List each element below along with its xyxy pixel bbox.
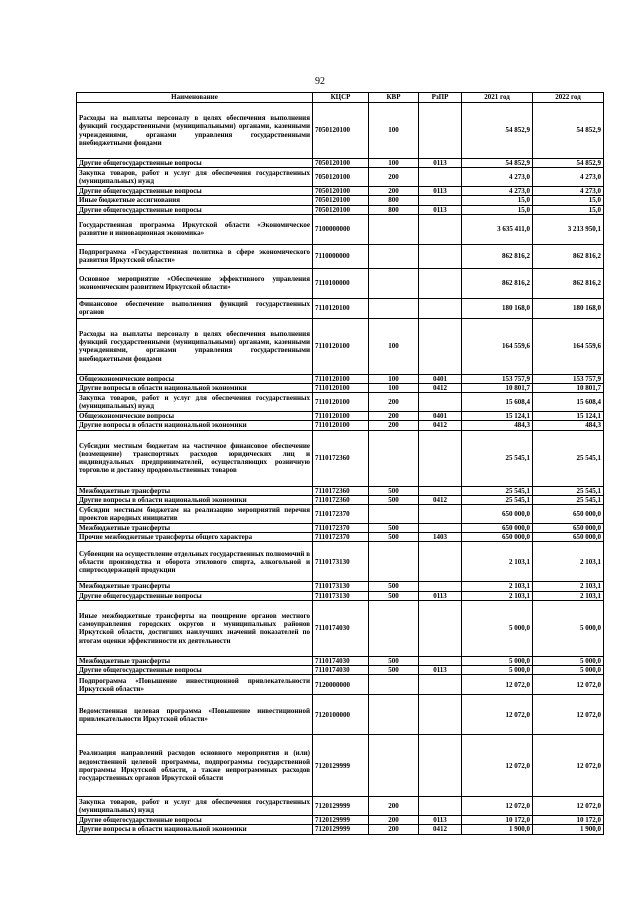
row-2021-cell: 1 900,0	[462, 825, 533, 834]
row-rzpr-cell	[419, 430, 462, 486]
row-kcsr-cell: 7110120100	[313, 421, 369, 430]
row-kvr-cell	[369, 244, 419, 268]
row-kcsr-cell: 7050120100	[313, 103, 369, 159]
budget-table	[76, 92, 604, 835]
row-2021-cell: 2 103,1	[462, 542, 533, 582]
row-2022-cell: 54 852,9	[533, 103, 604, 159]
row-2022-cell: 15,0	[533, 205, 604, 214]
row-name-cell: Межбюджетные трансферты	[77, 486, 313, 495]
table-row	[77, 168, 604, 187]
row-kvr-cell	[369, 735, 419, 797]
row-2022-cell: 15,0	[533, 196, 604, 205]
row-kcsr-cell: 7110172360	[313, 486, 369, 495]
row-kvr-cell: 100	[369, 159, 419, 168]
row-kcsr-cell: 7110000000	[313, 244, 369, 268]
row-kcsr-cell: 7050120100	[313, 187, 369, 196]
column-header-rzpr: РзПР	[419, 93, 462, 103]
row-2021-cell: 650 000,0	[462, 524, 533, 533]
row-2022-cell: 650 000,0	[533, 505, 604, 524]
row-kcsr-cell: 7050120100	[313, 205, 369, 214]
row-name-cell: Субсидии местным бюджетам на реализацию мероприятий перечня проектов народных инициатив	[77, 505, 313, 524]
row-2022-cell: 4 273,0	[533, 168, 604, 187]
row-2021-cell: 650 000,0	[462, 505, 533, 524]
row-rzpr-cell	[419, 675, 462, 695]
row-rzpr-cell	[419, 582, 462, 591]
row-kvr-cell: 500	[369, 495, 419, 504]
table-body	[77, 103, 604, 835]
row-2022-cell: 10 172,0	[533, 816, 604, 825]
row-rzpr-cell	[419, 797, 462, 816]
row-kvr-cell: 200	[369, 816, 419, 825]
row-kcsr-cell: 7110120100	[313, 412, 369, 421]
row-name-cell: Другие общегосударственные вопросы	[77, 816, 313, 825]
row-2021-cell: 54 852,9	[462, 159, 533, 168]
row-rzpr-cell	[419, 168, 462, 187]
table-row	[77, 318, 604, 374]
row-kvr-cell	[369, 675, 419, 695]
row-2021-cell: 15 124,1	[462, 412, 533, 421]
row-name-cell: Закупка товаров, работ и услуг для обеспечения государственных (муниципальных) нужд	[77, 797, 313, 816]
table-row	[77, 542, 604, 582]
row-kcsr-cell: 7110120100	[313, 318, 369, 374]
row-name-cell: Межбюджетные трансферты	[77, 656, 313, 665]
row-kcsr-cell: 7120129999	[313, 816, 369, 825]
column-header-2022: 2022 год	[533, 93, 604, 103]
row-kcsr-cell: 7110120100	[313, 374, 369, 383]
row-name-cell: Другие вопросы в области национальной экономики	[77, 384, 313, 393]
row-rzpr-cell	[419, 196, 462, 205]
row-2021-cell: 12 072,0	[462, 695, 533, 735]
row-kcsr-cell: 7110120100	[313, 384, 369, 393]
table-row	[77, 591, 604, 600]
row-rzpr-cell: 0113	[419, 187, 462, 196]
row-name-cell: Подпрограмма «Государственная политика в сфере экономического развития Иркутской области»	[77, 244, 313, 268]
row-kcsr-cell: 7120129999	[313, 797, 369, 816]
table-row	[77, 666, 604, 675]
row-rzpr-cell	[419, 505, 462, 524]
table-row	[77, 430, 604, 486]
row-kcsr-cell: 7100000000	[313, 214, 369, 244]
row-kcsr-cell: 7120100000	[313, 695, 369, 735]
table-row	[77, 600, 604, 656]
row-kcsr-cell: 7050120100	[313, 196, 369, 205]
table-row	[77, 244, 604, 268]
row-name-cell: Закупка товаров, работ и услуг для обеспечения государственных (муниципальных) нужд	[77, 393, 313, 412]
row-kcsr-cell: 7110174030	[313, 600, 369, 656]
row-2022-cell: 650 000,0	[533, 524, 604, 533]
row-kvr-cell: 100	[369, 318, 419, 374]
row-name-cell: Финансовое обеспечение выполнения функций государственных органов	[77, 298, 313, 318]
row-kvr-cell: 100	[369, 103, 419, 159]
row-rzpr-cell: 0412	[419, 825, 462, 834]
row-2021-cell: 12 072,0	[462, 735, 533, 797]
row-2021-cell: 15 608,4	[462, 393, 533, 412]
row-2022-cell: 153 757,9	[533, 374, 604, 383]
table-row	[77, 298, 604, 318]
row-rzpr-cell	[419, 486, 462, 495]
row-2021-cell: 5 000,0	[462, 666, 533, 675]
row-2021-cell: 25 545,1	[462, 486, 533, 495]
row-name-cell: Межбюджетные трансферты	[77, 524, 313, 533]
row-name-cell: Субсидии местным бюджетам на частичное финансовое обеспечение (возмещение) транспортных расходов юридических лиц и индивидуальных предпринимателей, осуществляющих розничную торговлю и доставку продовольственных товаров	[77, 430, 313, 486]
row-2021-cell: 10 801,7	[462, 384, 533, 393]
table-row	[77, 533, 604, 542]
row-rzpr-cell	[419, 735, 462, 797]
row-rzpr-cell: 0412	[419, 421, 462, 430]
table-row	[77, 582, 604, 591]
row-rzpr-cell: 0113	[419, 666, 462, 675]
row-kcsr-cell: 7110173130	[313, 591, 369, 600]
row-name-cell: Ведомственная целевая программа «Повышение инвестиционной привлекательности Иркутской области»	[77, 695, 313, 735]
row-2021-cell: 15,0	[462, 196, 533, 205]
row-kcsr-cell: 7110173130	[313, 542, 369, 582]
row-kvr-cell: 200	[369, 412, 419, 421]
row-name-cell: Подпрограмма «Повышение инвестиционной привлекательности Иркутской области»	[77, 675, 313, 695]
row-2021-cell: 10 172,0	[462, 816, 533, 825]
row-kvr-cell: 500	[369, 666, 419, 675]
row-kcsr-cell: 7120129999	[313, 825, 369, 834]
row-2021-cell: 54 852,9	[462, 103, 533, 159]
row-2021-cell: 4 273,0	[462, 168, 533, 187]
row-kvr-cell	[369, 600, 419, 656]
row-2022-cell: 180 168,0	[533, 298, 604, 318]
row-kcsr-cell: 7110173130	[313, 582, 369, 591]
row-2021-cell: 25 545,1	[462, 495, 533, 504]
row-rzpr-cell	[419, 524, 462, 533]
row-2021-cell: 3 635 411,0	[462, 214, 533, 244]
row-name-cell: Другие общегосударственные вопросы	[77, 666, 313, 675]
row-name-cell: Другие общегосударственные вопросы	[77, 205, 313, 214]
row-2021-cell: 4 273,0	[462, 187, 533, 196]
row-2021-cell: 153 757,9	[462, 374, 533, 383]
row-kcsr-cell: 7050120100	[313, 168, 369, 187]
row-2022-cell: 862 816,2	[533, 268, 604, 298]
row-kvr-cell: 500	[369, 591, 419, 600]
row-2022-cell: 2 103,1	[533, 542, 604, 582]
row-name-cell: Иные межбюджетные трансферты на поощрение органов местного самоуправления городских округов и муниципальных районов Иркутской области, достигших наилучших значений показателей по итогам оценки эффективности их деятельности	[77, 600, 313, 656]
row-2021-cell: 2 103,1	[462, 591, 533, 600]
row-2022-cell: 12 072,0	[533, 675, 604, 695]
table-row	[77, 103, 604, 159]
row-2022-cell: 5 000,0	[533, 656, 604, 665]
row-rzpr-cell	[419, 600, 462, 656]
row-2022-cell: 3 213 950,1	[533, 214, 604, 244]
row-rzpr-cell: 0401	[419, 412, 462, 421]
row-2021-cell: 650 000,0	[462, 533, 533, 542]
row-kcsr-cell: 7110172370	[313, 505, 369, 524]
row-2021-cell: 862 816,2	[462, 244, 533, 268]
row-name-cell: Прочие межбюджетные трансферты общего характера	[77, 533, 313, 542]
page-number: 92	[315, 76, 325, 87]
table-row	[77, 384, 604, 393]
row-2022-cell: 12 072,0	[533, 695, 604, 735]
row-kcsr-cell: 7110172360	[313, 495, 369, 504]
row-name-cell: Расходы на выплаты персоналу в целях обеспечения выполнения функций государственными (муниципальными) органами, казенными учреждениями, органами управления государственными внебюджетными фондами	[77, 103, 313, 159]
table-row	[77, 816, 604, 825]
row-2021-cell: 5 000,0	[462, 656, 533, 665]
row-rzpr-cell	[419, 656, 462, 665]
row-rzpr-cell: 0412	[419, 384, 462, 393]
row-rzpr-cell: 0412	[419, 495, 462, 504]
row-kvr-cell: 500	[369, 533, 419, 542]
row-kvr-cell	[369, 505, 419, 524]
row-2022-cell: 164 559,6	[533, 318, 604, 374]
row-2021-cell: 862 816,2	[462, 268, 533, 298]
row-kcsr-cell: 7120000000	[313, 675, 369, 695]
column-header-name: Наименование	[77, 93, 313, 103]
row-kvr-cell	[369, 268, 419, 298]
row-rzpr-cell	[419, 318, 462, 374]
row-2022-cell: 15 124,1	[533, 412, 604, 421]
row-kvr-cell: 200	[369, 187, 419, 196]
table-row	[77, 656, 604, 665]
row-name-cell: Государственная программа Иркутской области «Экономическое развитие и инновационная экономика»	[77, 214, 313, 244]
column-header-2021: 2021 год	[462, 93, 533, 103]
table-row	[77, 393, 604, 412]
table-row	[77, 159, 604, 168]
row-kvr-cell	[369, 542, 419, 582]
row-kvr-cell: 500	[369, 486, 419, 495]
table-row	[77, 505, 604, 524]
row-2021-cell: 164 559,6	[462, 318, 533, 374]
table-row	[77, 268, 604, 298]
table-row	[77, 797, 604, 816]
row-rzpr-cell	[419, 244, 462, 268]
row-2022-cell: 4 273,0	[533, 187, 604, 196]
row-kcsr-cell: 7120129999	[313, 735, 369, 797]
table-row	[77, 486, 604, 495]
row-2022-cell: 25 545,1	[533, 495, 604, 504]
row-rzpr-cell	[419, 103, 462, 159]
row-name-cell: Другие вопросы в области национальной экономики	[77, 421, 313, 430]
row-2022-cell: 2 103,1	[533, 582, 604, 591]
row-kcsr-cell: 7050120100	[313, 159, 369, 168]
table-row	[77, 825, 604, 834]
row-rzpr-cell: 0113	[419, 591, 462, 600]
row-rzpr-cell: 1403	[419, 533, 462, 542]
row-kvr-cell	[369, 214, 419, 244]
row-rzpr-cell	[419, 393, 462, 412]
row-kvr-cell: 100	[369, 374, 419, 383]
row-2022-cell: 650 000,0	[533, 533, 604, 542]
row-name-cell: Реализация направлений расходов основного мероприятия и (или) ведомственной целевой программы, подпрограммы государственной программы Иркутской области, а также непрограммных расходов государственных органов Иркутской области	[77, 735, 313, 797]
table-row	[77, 374, 604, 383]
row-kvr-cell: 500	[369, 524, 419, 533]
row-name-cell: Общеэкономические вопросы	[77, 374, 313, 383]
row-name-cell: Субвенции на осуществление отдельных государственных полномочий в области производства и оборота этилового спирта, алкогольной и спиртосодержащей продукции	[77, 542, 313, 582]
row-kcsr-cell: 7110172370	[313, 524, 369, 533]
row-kvr-cell: 200	[369, 421, 419, 430]
table-row	[77, 695, 604, 735]
row-name-cell: Другие общегосударственные вопросы	[77, 159, 313, 168]
row-name-cell: Иные бюджетные ассигнования	[77, 196, 313, 205]
row-2022-cell: 862 816,2	[533, 244, 604, 268]
row-name-cell: Другие вопросы в области национальной экономики	[77, 495, 313, 504]
table-row	[77, 412, 604, 421]
table-row	[77, 495, 604, 504]
row-kcsr-cell: 7110120100	[313, 298, 369, 318]
row-2021-cell: 25 545,1	[462, 430, 533, 486]
row-name-cell: Другие общегосударственные вопросы	[77, 591, 313, 600]
column-header-kvr: КВР	[369, 93, 419, 103]
table-row	[77, 196, 604, 205]
row-name-cell: Закупка товаров, работ и услуг для обеспечения государственных (муниципальных) нужд	[77, 168, 313, 187]
table-row	[77, 421, 604, 430]
row-name-cell: Другие вопросы в области национальной экономики	[77, 825, 313, 834]
row-name-cell: Расходы на выплаты персоналу в целях обеспечения выполнения функций государственными (муниципальными) органами, казенными учреждениями, органами управления государственными внебюджетными фондами	[77, 318, 313, 374]
row-rzpr-cell	[419, 214, 462, 244]
row-kcsr-cell: 7110172360	[313, 430, 369, 486]
row-kvr-cell: 500	[369, 582, 419, 591]
row-2022-cell: 10 801,7	[533, 384, 604, 393]
row-rzpr-cell	[419, 268, 462, 298]
row-2022-cell: 2 103,1	[533, 591, 604, 600]
row-rzpr-cell	[419, 542, 462, 582]
row-2022-cell: 5 000,0	[533, 666, 604, 675]
table-row	[77, 205, 604, 214]
row-rzpr-cell	[419, 695, 462, 735]
table-row	[77, 187, 604, 196]
row-name-cell: Основное мероприятие «Обеспечение эффективного управления экономическим развитием Иркутской области»	[77, 268, 313, 298]
row-2022-cell: 5 000,0	[533, 600, 604, 656]
row-name-cell: Другие общегосударственные вопросы	[77, 187, 313, 196]
row-kvr-cell: 200	[369, 393, 419, 412]
row-kvr-cell: 200	[369, 168, 419, 187]
row-kcsr-cell: 7110120100	[313, 393, 369, 412]
column-header-kcsr: КЦСР	[313, 93, 369, 103]
row-rzpr-cell: 0113	[419, 159, 462, 168]
row-kcsr-cell: 7110100000	[313, 268, 369, 298]
row-2022-cell: 25 545,1	[533, 486, 604, 495]
row-kvr-cell: 200	[369, 825, 419, 834]
row-kcsr-cell: 7110174030	[313, 656, 369, 665]
row-2022-cell: 15 608,4	[533, 393, 604, 412]
row-kvr-cell: 500	[369, 656, 419, 665]
table-row	[77, 735, 604, 797]
row-rzpr-cell: 0113	[419, 205, 462, 214]
row-2022-cell: 1 900,0	[533, 825, 604, 834]
row-2021-cell: 180 168,0	[462, 298, 533, 318]
row-2021-cell: 12 072,0	[462, 675, 533, 695]
table-header-row	[77, 93, 604, 103]
row-kcsr-cell: 7110174030	[313, 666, 369, 675]
row-2021-cell: 484,3	[462, 421, 533, 430]
row-2022-cell: 54 852,9	[533, 159, 604, 168]
row-kvr-cell	[369, 430, 419, 486]
row-kvr-cell: 800	[369, 205, 419, 214]
row-kvr-cell	[369, 298, 419, 318]
row-name-cell: Межбюджетные трансферты	[77, 582, 313, 591]
table-row	[77, 675, 604, 695]
row-kvr-cell: 800	[369, 196, 419, 205]
row-kcsr-cell: 7110172370	[313, 533, 369, 542]
row-kvr-cell: 100	[369, 384, 419, 393]
row-2022-cell: 484,3	[533, 421, 604, 430]
row-2021-cell: 5 000,0	[462, 600, 533, 656]
table-row	[77, 214, 604, 244]
row-kvr-cell	[369, 695, 419, 735]
row-rzpr-cell: 0401	[419, 374, 462, 383]
row-name-cell: Общеэкономические вопросы	[77, 412, 313, 421]
row-2022-cell: 25 545,1	[533, 430, 604, 486]
row-2021-cell: 12 072,0	[462, 797, 533, 816]
row-2022-cell: 12 072,0	[533, 797, 604, 816]
row-2021-cell: 2 103,1	[462, 582, 533, 591]
row-2021-cell: 15,0	[462, 205, 533, 214]
table-row	[77, 524, 604, 533]
row-kvr-cell: 200	[369, 797, 419, 816]
row-2022-cell: 12 072,0	[533, 735, 604, 797]
row-rzpr-cell	[419, 298, 462, 318]
row-rzpr-cell: 0113	[419, 816, 462, 825]
